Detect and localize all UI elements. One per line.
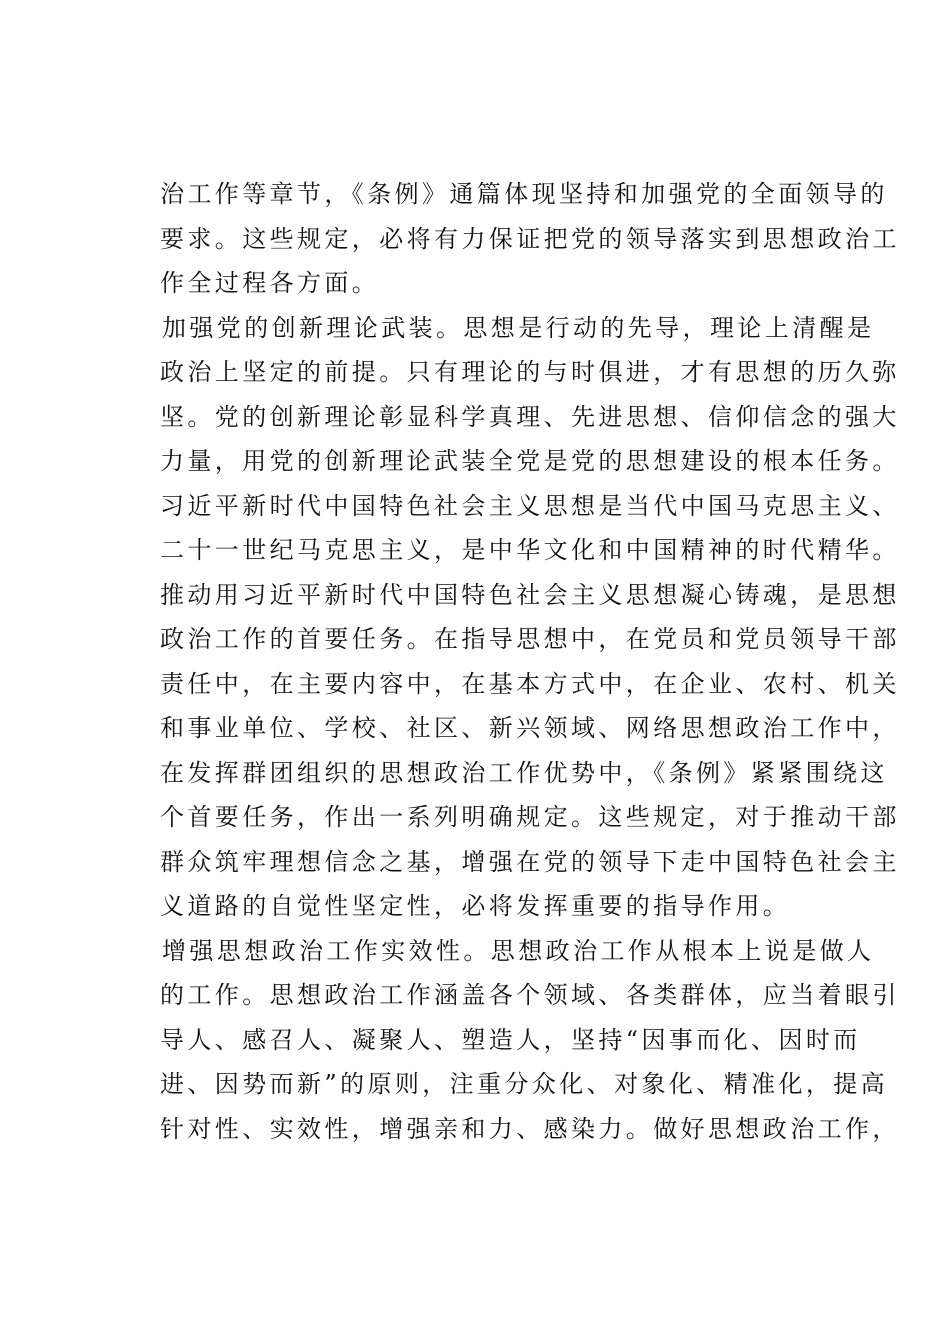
text-line: 政治上坚定的前提。只有理论的与时俱进，才有思想的历久弥 — [160, 358, 900, 386]
text-line: 增强思想政治工作实效性。思想政治工作从根本上说是做人 — [162, 936, 875, 965]
text-line: 进、因势而新”的原则，注重分众化、对象化、精准化，提高 — [160, 1070, 889, 1098]
document-page — [160, 172, 900, 1151]
paragraph — [160, 172, 900, 306]
text-line: 针对性、实效性，增强亲和力、感染力。做好思想政治工作， — [160, 1114, 900, 1143]
text-line: 力量，用党的创新理论武装全党是党的思想建设的根本任务。 — [160, 447, 900, 475]
text-line: 群众筑牢理想信念之基，增强在党的领导下走中国特色社会主 — [160, 847, 900, 876]
text-line: 加强党的创新理论武装。思想是行动的先导，理论上清醒是 — [162, 313, 875, 342]
text-line: 的工作。思想政治工作涵盖各个领域、各类群体，应当着眼引 — [160, 981, 900, 1009]
text-line: 和事业单位、学校、社区、新兴领域、网络思想政治工作中， — [160, 714, 900, 742]
text-line: 在发挥群团组织的思想政治工作优势中，《条例》紧紧围绕这 — [160, 758, 888, 787]
text-line: 责任中，在主要内容中，在基本方式中，在企业、农村、机关 — [160, 669, 900, 698]
text-line: 个首要任务，作出一系列明确规定。这些规定，对于推动干部 — [160, 803, 900, 831]
text-line: 二十一世纪马克思主义，是中华文化和中国精神的时代精华。 — [160, 536, 900, 564]
text-line: 要求。这些规定，必将有力保证把党的领导落实到思想政治工 — [160, 224, 900, 253]
text-line: 推动用习近平新时代中国特色社会主义思想凝心铸魂，是思想 — [160, 580, 900, 609]
text-line: 治工作等章节，《条例》通篇体现坚持和加强党的全面领导的 — [160, 180, 888, 208]
text-line: 习近平新时代中国特色社会主义思想是当代中国马克思主义、 — [160, 491, 900, 520]
paragraph — [160, 929, 900, 1152]
text-line: 导人、感召人、凝聚人、塑造人，坚持“因事而化、因时而 — [160, 1025, 861, 1054]
paragraph — [160, 306, 900, 929]
text-line: 义道路的自觉性坚定性，必将发挥重要的指导作用。 — [160, 892, 791, 920]
text-line: 政治工作的首要任务。在指导思想中，在党员和党员领导干部 — [160, 625, 900, 653]
text-line: 坚。党的创新理论彰显科学真理、先进思想、信仰信念的强大 — [160, 402, 900, 431]
text-line: 作全过程各方面。 — [160, 269, 380, 297]
